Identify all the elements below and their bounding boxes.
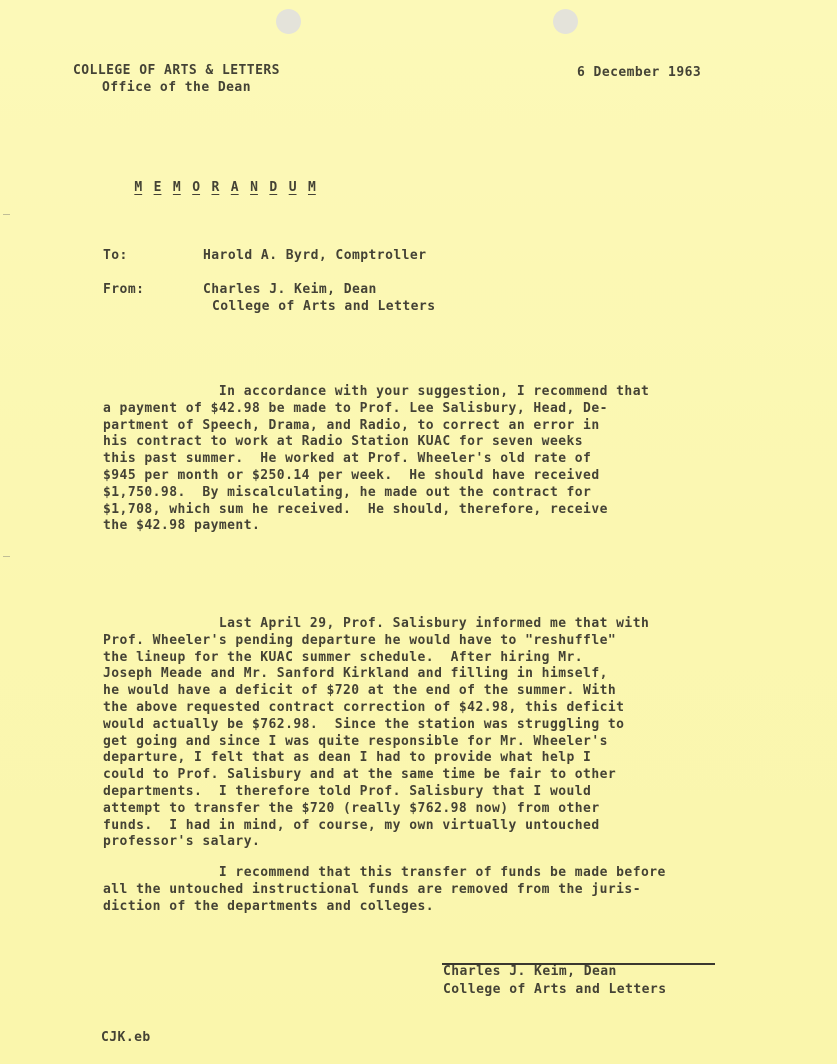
memorandum-letter: A xyxy=(230,179,239,195)
text-line: $945 per month or $250.14 per week. He should have received xyxy=(103,467,600,483)
text-line: his contract to work at Radio Station KUAC for seven weeks xyxy=(103,434,584,450)
memorandum-letter: M xyxy=(172,179,181,195)
text-line: $1,750.98. By miscalculating, he made out the contract for xyxy=(103,484,592,500)
memorandum-title xyxy=(103,163,327,213)
text-line: this past summer. He worked at Prof. Wheeler's old rate of xyxy=(103,451,592,467)
memorandum-letter: D xyxy=(269,179,278,195)
memorandum-letter: E xyxy=(153,179,162,195)
body-paragraph-1 xyxy=(103,384,649,535)
text-line: the lineup for the KUAC summer schedule. After hiring Mr. xyxy=(103,649,584,665)
text-line: the $42.98 payment. xyxy=(103,518,261,534)
text-line: Prof. Wheeler's pending departure he would have to "reshuffle" xyxy=(103,632,617,648)
memorandum-letter: R xyxy=(211,179,220,195)
text-line: funds. I had in mind, of course, my own virtually untouched xyxy=(103,817,600,833)
memorandum-letter: M xyxy=(134,179,143,195)
text-line: partment of Speech, Drama, and Radio, to correct an error in xyxy=(103,417,600,433)
text-line: could to Prof. Salisbury and at the same time be fair to other xyxy=(103,767,617,783)
text-line: attempt to transfer the $720 (really $762.98 now) from other xyxy=(103,800,600,816)
from-department: College of Arts and Letters xyxy=(212,299,436,314)
text-line: In accordance with your suggestion, I recommend that xyxy=(103,384,650,399)
body-paragraph-3 xyxy=(103,865,666,915)
text-line: diction of the departments and colleges. xyxy=(103,898,435,914)
punch-hole-right xyxy=(553,9,578,34)
edge-mark xyxy=(3,214,10,215)
signature-name: Charles J. Keim, Dean xyxy=(443,964,617,979)
text-line: he would have a deficit of $720 at the end of the summer. With xyxy=(103,683,617,699)
text-line: the above requested contract correction of $42.98, this deficit xyxy=(103,699,625,715)
to-label: To: xyxy=(103,248,128,263)
text-line: Last April 29, Prof. Salisbury informed me that with xyxy=(103,616,650,631)
from-label: From: xyxy=(103,282,145,297)
text-line: professor's salary. xyxy=(103,834,261,850)
office-heading: Office of the Dean xyxy=(102,80,251,95)
typist-initials: CJK.eb xyxy=(101,1030,151,1045)
edge-mark xyxy=(3,556,10,557)
text-line: would actually be $762.98. Since the station was struggling to xyxy=(103,716,625,732)
signature-title: College of Arts and Letters xyxy=(443,982,667,997)
text-line: a payment of $42.98 be made to Prof. Lee Salisbury, Head, De- xyxy=(103,400,608,416)
text-line: all the untouched instructional funds are removed from the juris- xyxy=(103,881,641,897)
college-heading: COLLEGE OF ARTS & LETTERS xyxy=(73,63,280,78)
text-line: departments. I therefore told Prof. Salisbury that I would xyxy=(103,783,592,799)
memorandum-letter: O xyxy=(192,179,201,195)
from-name: Charles J. Keim, Dean xyxy=(203,282,377,297)
text-line: $1,708, which sum he received. He should, therefore, receive xyxy=(103,501,608,517)
to-value: Harold A. Byrd, Comptroller xyxy=(203,248,427,263)
punch-hole-left xyxy=(276,9,301,34)
text-line: departure, I felt that as dean I had to provide what help I xyxy=(103,750,592,766)
text-line: get going and since I was quite responsible for Mr. Wheeler's xyxy=(103,733,608,749)
text-line: Joseph Meade and Mr. Sanford Kirkland and filling in himself, xyxy=(103,666,608,682)
memorandum-letter: M xyxy=(307,179,316,195)
memo-date: 6 December 1963 xyxy=(577,65,702,80)
text-line: I recommend that this transfer of funds be made before xyxy=(103,865,666,880)
body-paragraph-2 xyxy=(103,616,649,851)
memorandum-letter: U xyxy=(288,179,297,195)
memorandum-letter: N xyxy=(250,179,258,195)
